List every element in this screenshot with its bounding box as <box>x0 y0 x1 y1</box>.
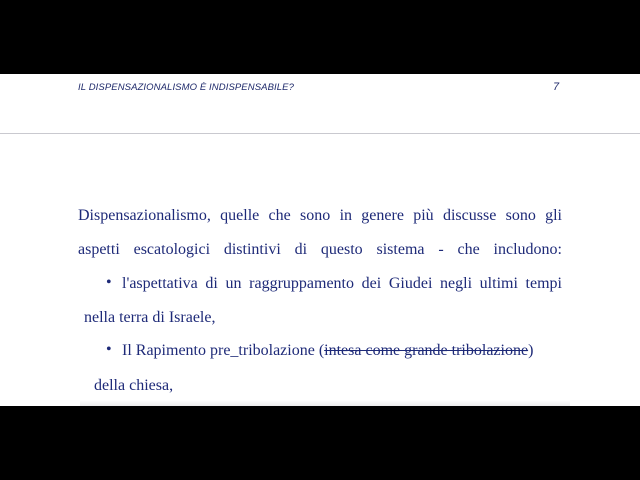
bullet-icon: • <box>106 341 112 358</box>
bullet-1-line-1: l'aspettativa di un raggruppamento dei Giudei negli ultimi tempi <box>122 275 562 292</box>
paragraph-line-2: aspetti escatologici distintivi di questo sistema - che includono: <box>78 241 562 258</box>
page-number: 7 <box>553 81 560 93</box>
page-header <box>0 74 640 134</box>
paragraph-line-1: Dispensazionalismo, quelle che sono in genere più discusse sono gli <box>78 207 562 224</box>
bullet-icon: • <box>106 274 112 291</box>
page-bottom-shadow <box>80 400 570 406</box>
struck-text: intesa come grande tribolazione <box>324 342 529 359</box>
running-title: IL DISPENSAZIONALISMO È INDISPENSABILE? <box>78 82 294 93</box>
bullet-1-line-2: nella terra di Israele, <box>84 309 216 326</box>
bullet-2-line-1 <box>122 342 533 360</box>
bullet-2-line-2: della chiesa, <box>94 377 174 394</box>
bullet-2-suffix: ) <box>528 342 534 359</box>
document-page <box>0 74 640 406</box>
bullet-2-prefix: Il Rapimento pre_tribolazione ( <box>122 342 325 359</box>
